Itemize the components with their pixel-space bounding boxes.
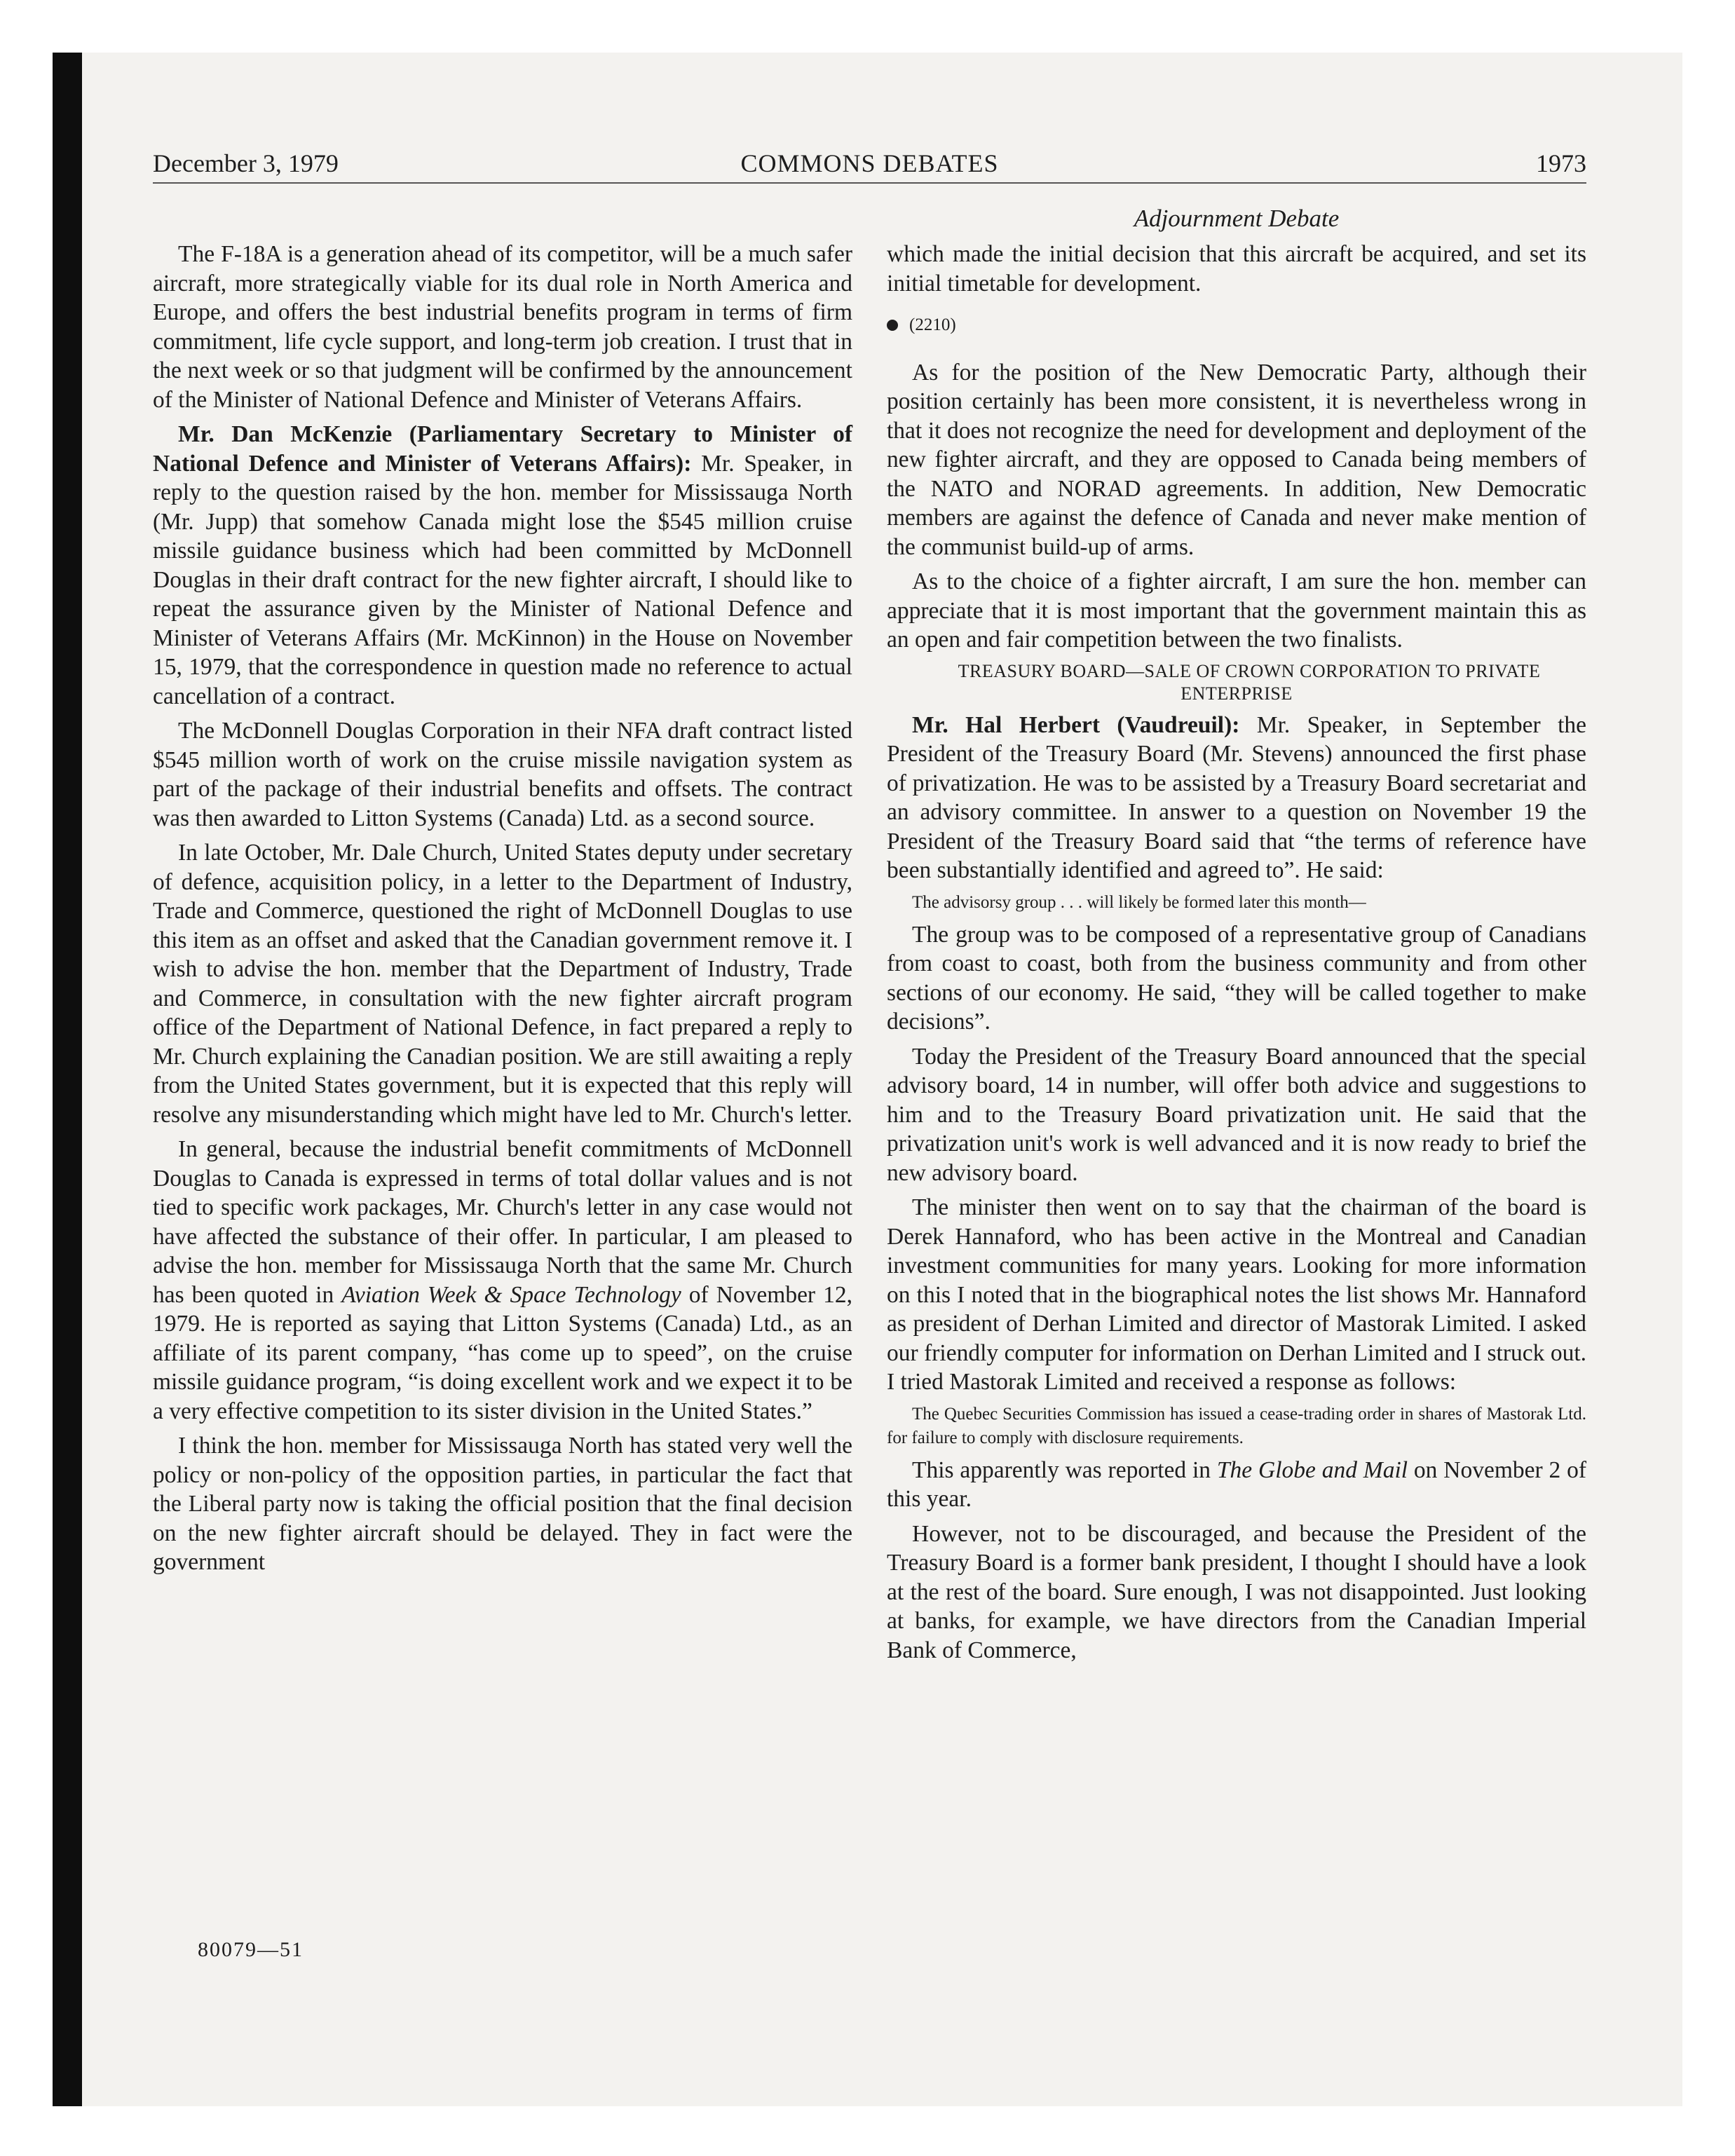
paragraph: I think the hon. member for Mississauga North has stated very well the policy or non-policy of the opposition parties, in particular the fact that the Liberal party now is taking the official position that the final decision on the new fighter aircraft should be delayed. They in fact were the government [153,1433,852,1575]
block-quote: The advisorsy group . . . will likely be formed later this month— [912,892,1366,912]
paragraph [153,1135,852,1426]
paragraph: The minister then went on to say that the chairman of the board is Derek Hannaford, who has been active in the Montreal and Canadian investment communities for many years. Looking for more information on this I noted that in the biographical notes the list shows Mr. Hannaford as president of Derhan Limited and director of Mastorak Limited. I asked our friendly computer for information on Derhan Limited and I struck out. I tried Mastorak Limited and received a response as follows: [887,1194,1586,1395]
paragraph: The F-18A is a generation ahead of its competitor, will be a much safer aircraft, more strategically viable for its dual role in North America and Europe, and offers the best industrial benefits program in terms of firm commitment, life cycle support, and long-term job creation. I trust that in the next week or so that judgment will be confirmed by the announcement of the Minister of National Defence and Minister of Veterans Affairs. [153,241,852,413]
speaker-name: Mr. Hal Herbert (Vaudreuil): [912,711,1240,738]
paragraph: As for the position of the New Democratic Party, although their position certainly has been more consistent, it is nevertheless wrong in that it does not recognize the need for development and deployment of the new fighter aircraft, and they are opposed to Canada being members of the NATO and NORAD agreements. In addition, New Democratic members are against the defence of Canada and never make mention of the communist build-up of arms. [887,359,1586,560]
publication-title: Aviation Week & Space Technology [341,1281,681,1308]
left-column [153,240,852,1583]
paragraph: However, not to be discouraged, and because the President of the Treasury Board is a former bank president, I thought I should have a look at the rest of the board. Sure enough, I was not disappointed. Just looking at banks, for example, we have directors from the Canadian Imperial Bank of Commerce, [887,1520,1586,1663]
block-quote: The Quebec Securities Commission has issued a cease-trading order in shares of Mastorak Ltd. for failure to comply with disclosure requirements. [887,1404,1586,1447]
time-stamp: (2210) [909,315,956,334]
running-head [153,146,1586,181]
publication-title: The Globe and Mail [1216,1456,1408,1483]
paragraph-text: Mr. Speaker, in September the President of the Treasury Board (Mr. Stevens) announced the first phase of privatization. He was to be assisted by a Treasury Board secretariat and an advisory committee. In answer to a question on November 19 the President of the Treasury Board said that “the terms of reference have been substantially identified and agreed to”. He said: [887,711,1587,883]
paragraph: which made the initial decision that this aircraft be acquired, and set its initial timetable for development. [887,241,1586,296]
paragraph-text: In general, because the industrial benefit commitments of McDonnell Douglas to Canada is expressed in terms of total dollar values and is not tied to specific work packages, Mr. Church's letter in any case would not have affected the substance of their offer. In particular, I am pleased to advise the hon. member for Mississauga North that the same Mr. Church has been quoted in [153,1136,852,1308]
header-rule [153,182,1586,184]
header-page-number: 1973 [1536,149,1586,177]
paragraph: As to the choice of a fighter aircraft, I am sure the hon. member can appreciate that it is most important that the government maintain this as an open and fair competition between the two finalists. [887,568,1586,653]
right-column [887,240,1586,1670]
paragraph: Today the President of the Treasury Board announced that the special advisory board, 14 in number, will offer both advice and suggestions to him and to the Treasury Board privatization unit. He said that the privatization unit's work is well advanced and it is now ready to brief the new advisory board. [887,1043,1586,1186]
paragraph-text: on November 2 of this year. [887,1456,1586,1512]
paragraph: The group was to be composed of a representative group of Canadians from coast to coast, both from the business community and from other sections of our economy. He said, “they will be called together to make decisions”. [887,921,1586,1035]
speaker-name: Mr. Dan McKenzie (Parliamentary Secretary to Minister of National Defence and Minister of Veterans Affairs): [153,421,852,477]
debate-heading: TREASURY BOARD—SALE OF CROWN CORPORATION TO PRIVATE ENTERPRISE [958,660,1541,704]
paragraph [153,420,852,711]
section-title: Adjournment Debate [1134,205,1340,232]
paragraph: In late October, Mr. Dale Church, United States deputy under secretary of defence, acquisition policy, in a letter to the Department of Industry, Trade and Commerce, questioned the right of McDonnell Douglas to use this item as an offset and asked that the Canadian government remove it. I wish to advise the hon. member that the Department of Industry, Trade and Commerce, in consultation with the new fighter aircraft program office of the Department of National Defence, in fact prepared a reply to Mr. Church explaining the Canadian position. We are still awaiting a reply from the United States government, but it is expected that this reply will resolve any misunderstanding which might have led to Mr. Church's letter. [153,840,852,1128]
paragraph-text: Mr. Speaker, in reply to the question raised by the hon. member for Mississauga North (Mr. Jupp) that somehow Canada might lose the $545 million cruise missile guidance business which had been committed by McDonnell Douglas in their draft contract for the new fighter aircraft, I should like to repeat the assurance given by the Minister of National Defence and Minister of Veterans Affairs (Mr. McKinnon) in the House on November 15, 1979, that the correspondence in question made no reference to actual cancellation of a contract. [153,450,852,709]
footer-code: 80079—51 [198,1938,304,1961]
time-marker [887,311,1586,340]
bullet-icon [887,320,898,331]
paragraph [887,1456,1586,1514]
header-publication: COMMONS DEBATES [740,149,999,177]
paragraph [887,711,1586,885]
paragraph-text: of November 12, 1979. He is reported as saying that Litton Systems (Canada) Ltd., as an affiliate of its parent company, “has come up to speed”, on the cruise missile guidance program, “is doing excellent work and we expect it to be a very effective competition to its sister division in the United States.” [153,1281,852,1424]
paragraph-text: This apparently was reported in [912,1456,1217,1483]
paragraph: The McDonnell Douglas Corporation in their NFA draft contract listed $545 million worth of work on the cruise missile navigation system as part of the package of their industrial benefits and offsets. The contract was then awarded to Litton Systems (Canada) Ltd. as a second source. [153,718,852,831]
binding-edge [53,53,82,2106]
header-date: December 3, 1979 [153,149,339,177]
